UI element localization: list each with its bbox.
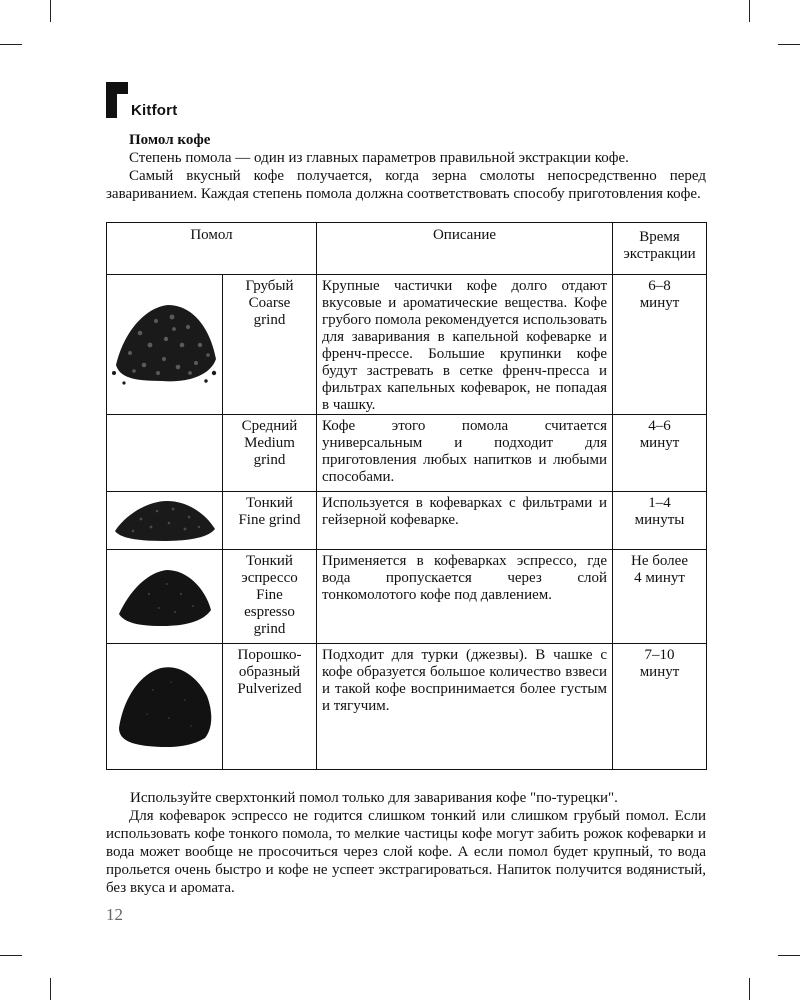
crop-mark (749, 0, 750, 22)
table-row (107, 492, 707, 550)
grind-name-cell: Средний Medium grind (223, 415, 317, 492)
grind-description-cell: Применяется в кофеварках эспрессо, где вода пропускается через слой тонкомолотого кофе под давлением. (317, 550, 613, 644)
crop-mark (749, 978, 750, 1000)
crop-mark (778, 955, 800, 956)
pulverized-grind-pile-image (113, 656, 217, 750)
grind-description-cell: Подходит для турки (джезвы). В чашке с кофе образуется большое количество взвеси и такой кофе воспринимается более густым и тягучим. (317, 644, 613, 770)
header-extraction-time: Время экстракции (613, 223, 707, 275)
table-row (107, 644, 707, 770)
outro-section (106, 789, 706, 897)
table-row (107, 415, 707, 492)
brand-name: Kitfort (131, 102, 178, 119)
fine-grind-image-cell (107, 492, 223, 550)
coarse-grind-image-cell (107, 275, 223, 415)
section-title: Помол кофе (129, 132, 211, 148)
crop-mark (50, 0, 51, 22)
pulverized-grind-image-cell (107, 644, 223, 770)
outro-paragraph: Для кофеварок эспрессо не годится слишком тонкий или слишком грубый помол. Если использовать кофе тонкого помола, то мелкие частицы кофе могут забить рожок кофеварки и вода может вообще не просочиться через слой кофе. А если помол будет крупный, то вода прольется очень быстро и кофе не успеет экстрагироваться. Напиток получится водянистый, без вкуса и аромата. (106, 808, 706, 896)
intro-paragraph: Самый вкусный кофе получается, когда зерна смолоты непосредственно перед завариванием. Каждая степень помола должна соответствовать способу приготовления кофе. (106, 168, 706, 202)
table-row (107, 275, 707, 415)
outro-paragraph: Используйте сверхтонкий помол только для заваривания кофе "по-турецки". (130, 790, 618, 806)
fine-grind-pile-image (111, 497, 219, 543)
table-header-row (107, 223, 707, 275)
grind-name-cell: Грубый Coarse grind (223, 275, 317, 415)
extraction-time-cell: 4–6 минут (613, 415, 707, 492)
grind-description-cell: Кофе этого помола считается универсальным и подходит для приготовления любых напитков и любыми способами. (317, 415, 613, 492)
crop-mark (50, 978, 51, 1000)
extraction-time-cell: 6–8 минут (613, 275, 707, 415)
header-grind: Помол (107, 223, 317, 275)
grind-description-cell: Крупные частички кофе долго отдают вкусовые и ароматические вещества. Кофе грубого помола рекомендуется использовать для заваривания в капельной кофеварке и френч-прессе. Большие крупинки кофе будут застревать в сетке френч-пресса и фильтрах капельных кофеварок, не попадая в чашку. (317, 275, 613, 415)
crop-mark (0, 44, 22, 45)
intro-paragraph: Степень помола — один из главных параметров правильной экстракции кофе. (129, 150, 629, 166)
extraction-time-cell: 7–10 минут (613, 644, 707, 770)
grind-name-cell: Тонкий Fine grind (223, 492, 317, 550)
extraction-time-cell: 1–4 минуты (613, 492, 707, 550)
coarse-grind-pile-image (110, 293, 220, 388)
medium-grind-image-cell (107, 415, 223, 492)
grind-table (106, 222, 707, 770)
intro-section (106, 131, 706, 203)
crop-mark (0, 955, 22, 956)
espresso-grind-pile-image (115, 564, 215, 628)
espresso-grind-image-cell (107, 550, 223, 644)
page-number: 12 (106, 905, 123, 924)
table-row (107, 550, 707, 644)
header-description: Описание (317, 223, 613, 275)
grind-name-cell: Порошко- образный Pulverized (223, 644, 317, 770)
grind-name-cell: Тонкий эспрессо Fine espresso grind (223, 550, 317, 644)
grind-description-cell: Используется в кофеварках с фильтрами и гейзерной кофеварке. (317, 492, 613, 550)
crop-mark (778, 44, 800, 45)
kitfort-logo (104, 80, 177, 120)
extraction-time-cell: Не более 4 минут (613, 550, 707, 644)
kitfort-logo-mark-icon (104, 80, 130, 120)
